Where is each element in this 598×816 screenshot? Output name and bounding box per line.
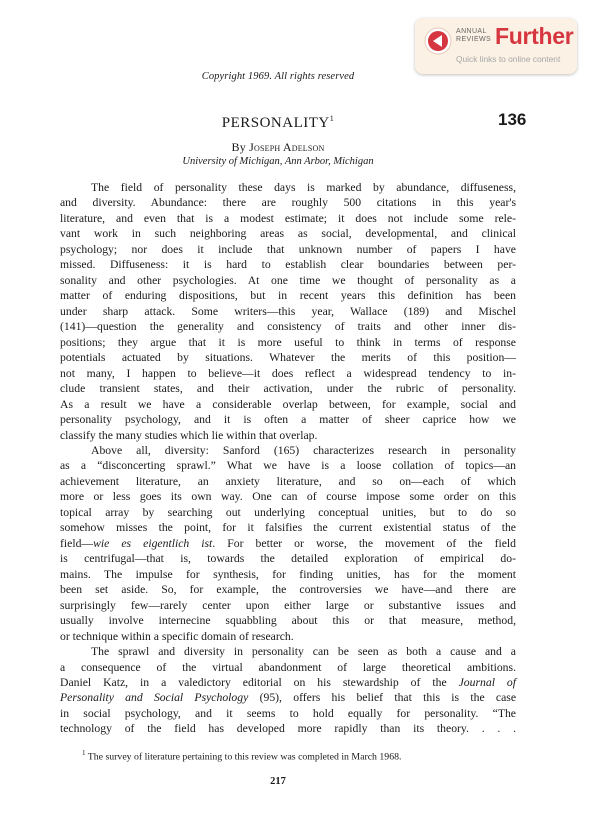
italic-phrase: wie es eigentlich ist: [93, 536, 213, 550]
body-line: mains. The impulse for synthesis, for finding unities, has for the moment: [60, 567, 516, 581]
brand-line-2: REVIEWS: [456, 36, 492, 43]
author-name: Joseph Adelson: [249, 140, 325, 154]
body-line: or technique within a specific domain of research.: [60, 629, 294, 643]
body-fragment: . For better or worse, the movement of the field: [212, 536, 516, 550]
body-line: been set aside. So, for example, the controversies we have—and there are: [60, 583, 516, 597]
article-title-text: PERSONALITY: [221, 115, 330, 131]
body-line: more or less goes its own way. One can of course impose some order on this: [60, 490, 516, 504]
body-fragment: (95), offers his belief that this is the case: [248, 691, 517, 705]
further-banner[interactable]: [415, 18, 577, 74]
article-body: [60, 180, 516, 737]
body-line: a consequence of the virtual abandonment of large theoretical ambitions.: [60, 660, 516, 674]
body-line: achievement literature, an anxiety literature, and so on—each of which: [60, 474, 516, 488]
body-fragment: Daniel Katz, in a valedictory editorial on his stewardship of the: [60, 676, 447, 689]
body-line: as a “disconcerting sprawl.” What we have is a loose collation of topics—an: [60, 459, 516, 473]
author-affiliation: University of Michigan, Ann Arbor, Michigan: [182, 156, 374, 167]
body-line: topical array by searching out underlying conceptual unities, but to do so: [60, 505, 516, 519]
body-line: positions; they argue that it is more useful to think in terms of response: [60, 335, 516, 349]
body-line: missed. Diffuseness: it is hard to establish clear boundaries between per-: [60, 258, 516, 272]
body-line: sonality and other psychologies. At one time we thought of personality as a: [60, 273, 516, 287]
body-line: classify the many studies which lie within that overlap.: [60, 428, 318, 442]
body-line: is centrifugal—that is, towards the detailed exploration of empirical do-: [60, 552, 516, 566]
body-line: personality psychology, and it is often a matter of sheer caprice how we: [60, 413, 516, 427]
title-footnote-marker[interactable]: 1: [329, 114, 335, 123]
author-prefix: By: [231, 140, 250, 154]
further-title: Further: [495, 23, 574, 49]
body-line: vant work in such neighboring areas as social, developmental, and clinical: [60, 227, 516, 241]
body-line: and diversity. Abundance: there are roughly 500 citations in this year's: [60, 196, 516, 210]
body-line: usually involve internecine squabbling about this or that measure, method,: [60, 614, 516, 628]
footnote-text: The survey of literature pertaining to this review was completed in March 1968.: [85, 751, 402, 763]
body-line: As a result we have a considerable overlap between, for example, social and: [60, 397, 516, 411]
footnote: [82, 749, 401, 762]
body-line-mixed: [60, 675, 516, 690]
body-fragment: field—: [60, 536, 94, 550]
body-line: not many, I happen to believe—it does reflect a widespread tendency to in-: [60, 366, 516, 380]
page-number: 217: [270, 776, 286, 787]
footnote-marker: 1: [82, 749, 86, 757]
body-line: literature, and even that is a modest estimate; it does not include some rele-: [60, 211, 516, 225]
red-circle-arrow-icon: [424, 27, 452, 55]
body-line: Above all, diversity: Sanford (165) characterizes research in personality: [91, 443, 516, 457]
body-line: surprisingly few—rarely center upon either large or substantive issues and: [60, 598, 516, 612]
copyright-line: Copyright 1969. All rights reserved: [201, 71, 355, 82]
article-title: [0, 114, 556, 132]
journal-title-part-1: Journal of: [458, 676, 516, 689]
further-tagline: Quick links to online content: [456, 54, 561, 64]
author-line: [0, 140, 556, 155]
body-line: in social psychology, and it seems to hold equally for personality. “The: [60, 706, 516, 720]
body-line: under sharp attack. Some writers—this year, Wallace (189) and Mischel: [60, 304, 516, 318]
body-line-mixed: [60, 690, 516, 705]
annual-reviews-brand: [456, 28, 491, 44]
body-line: (141)—question the generality and consistency of traits and other inner dis-: [60, 320, 516, 334]
body-line: technology of the field has developed more rapidly than its theory. . . .: [60, 722, 516, 736]
body-line-mixed: [60, 536, 516, 551]
journal-title-part-2: Personality and Social Psychology: [60, 691, 249, 705]
brand-line-1: ANNUAL: [456, 28, 487, 35]
body-line: matter of enduring dispositions, but in recent years this definition has been: [60, 289, 516, 303]
body-line: potentials actuated by situations. Whatever the merits of this position—: [60, 351, 516, 365]
body-line: The sprawl and diversity in personality can be seen as both a cause and a: [91, 645, 516, 659]
chapter-number: 136: [498, 110, 527, 129]
body-line: clude transient states, and their activation, under the rubric of personality.: [60, 382, 516, 396]
body-line: somehow misses the point, for it falsifies the current existential status of the: [60, 521, 516, 535]
body-line: psychology; nor does it include that unknown number of papers I have: [60, 242, 516, 256]
body-line: The field of personality these days is marked by abundance, diffuseness,: [91, 181, 516, 194]
